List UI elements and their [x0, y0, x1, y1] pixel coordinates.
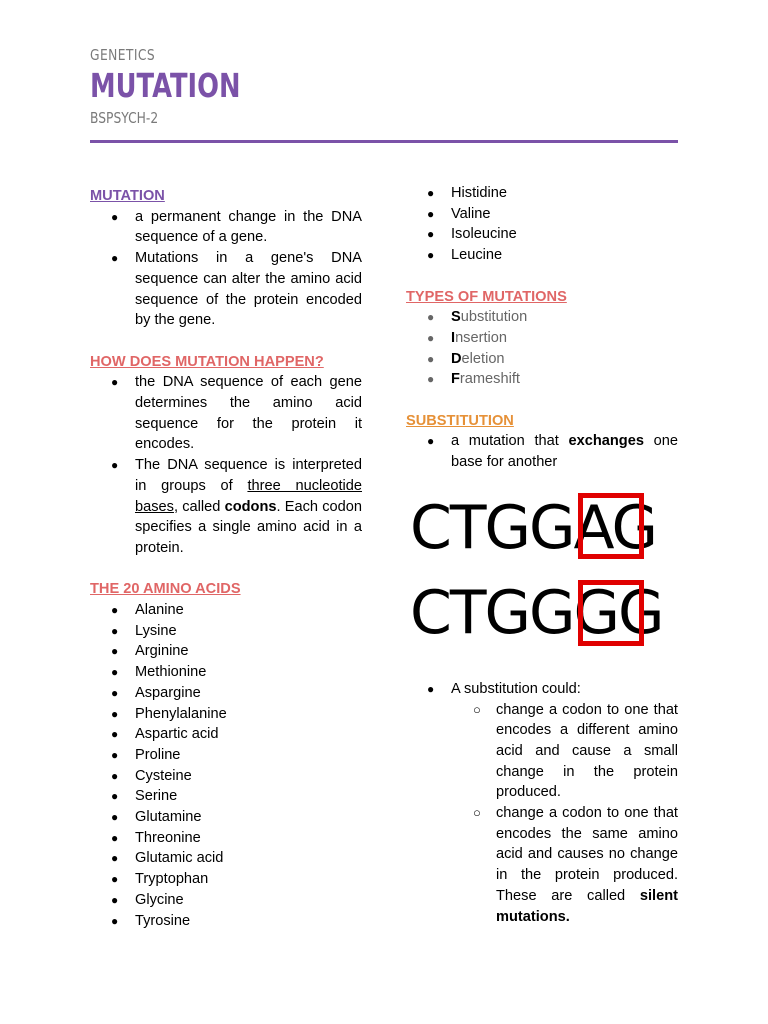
amino-acid-item: ● Arginine — [111, 643, 189, 660]
silent-mutations-term: silent mutations. — [496, 887, 678, 925]
amino-acid-item: ● Glycine — [111, 891, 184, 908]
highlight-box — [578, 493, 644, 559]
amino-acid-item: ● Threonine — [111, 829, 201, 846]
sub-list-item: ○ change a codon to one that encodes a different amino acid and cause a small change in the protein produced. — [473, 701, 678, 801]
amino-acid-item: ● Leucine — [427, 247, 503, 264]
sequence-text: CTGGGG — [410, 577, 663, 648]
highlight-box — [578, 580, 644, 646]
amino-acid-item: ● Phenylalanine — [111, 705, 227, 722]
types-heading: TYPES OF MUTATIONS — [406, 288, 567, 305]
three-bases-underline: three nucleotide bases — [135, 477, 362, 515]
amino-acid-item: ● Tyrosine — [111, 912, 191, 929]
amino-acid-item: ● Valine — [427, 205, 491, 222]
list-item: ● a mutation that exchanges one base for another — [427, 433, 678, 471]
list-item: ● the DNA sequence of each gene determines the amino acid sequence for the protein it encodes. — [111, 374, 362, 453]
amino-acid-list — [90, 600, 362, 931]
mutation-type-item: ● Frameshift — [427, 371, 520, 388]
mutation-heading: MUTATION — [90, 188, 165, 204]
how-heading: HOW DOES MUTATION HAPPEN? — [90, 353, 324, 370]
document-header — [90, 46, 678, 127]
mutation-type-item: ● Substitution — [427, 309, 528, 326]
amino-heading: THE 20 AMINO ACIDS — [90, 581, 241, 598]
amino-acid-item: ● Aspargine — [111, 684, 201, 701]
amino-acid-item: ● Glutamic acid — [111, 850, 224, 867]
amino-acid-item: ● Proline — [111, 746, 181, 763]
header-divider — [90, 140, 678, 143]
amino-acid-item: ● Methionine — [111, 664, 207, 681]
sequence-original — [406, 491, 678, 566]
list-item: ● a permanent change in the DNA sequence of a gene. — [111, 208, 362, 246]
sub-list-item: ○ change a codon to one that encodes the same amino acid and causes no change in the protein produced. These are called silent mutations. — [473, 805, 678, 925]
amino-acid-item: ● Cysteine — [111, 767, 192, 784]
list-item: ● A substitution could: — [427, 680, 581, 697]
how-list — [90, 372, 362, 558]
right-column — [406, 183, 678, 927]
codons-term: codons — [224, 498, 277, 515]
page-title: MUTATION — [90, 66, 241, 105]
amino-acid-item: ● Histidine — [427, 185, 507, 201]
substitution-heading: SUBSTITUTION — [406, 412, 514, 429]
types-list — [406, 307, 678, 390]
subject-label: GENETICS — [90, 46, 156, 64]
amino-acid-item: ● Tryptophan — [111, 871, 209, 888]
amino-acid-item: ● Lysine — [111, 622, 177, 639]
mutation-list — [90, 207, 362, 331]
list-item: ● The DNA sequence is interpreted in groups of three nucleotide bases, called codons. Each codon specifies a single amino acid in a protein. — [111, 457, 362, 556]
course-label: BSPSYCH-2 — [90, 109, 159, 127]
amino-acid-item: ● Serine — [111, 788, 178, 805]
sequence-mutated — [406, 576, 678, 651]
amino-acid-item: ● Alanine — [111, 602, 184, 619]
list-item: ● Mutations in a gene's DNA sequence can alter the amino acid sequence of the protein encoded by the gene. — [111, 250, 362, 329]
amino-acid-item: ● Glutamine — [111, 809, 202, 826]
mutation-type-item: ● Deletion — [427, 350, 505, 367]
amino-acid-list-continued — [406, 183, 678, 266]
amino-acid-item: ● Aspartic acid — [111, 726, 219, 743]
sequence-text: CTGGAG — [410, 492, 657, 563]
substitution-list — [406, 431, 678, 472]
mutation-type-item: ● Insertion — [427, 329, 507, 346]
substitution-options — [406, 700, 678, 928]
substitution-effects — [406, 679, 678, 700]
amino-acid-item: ● Isoleucine — [427, 226, 517, 243]
left-column — [90, 186, 362, 931]
